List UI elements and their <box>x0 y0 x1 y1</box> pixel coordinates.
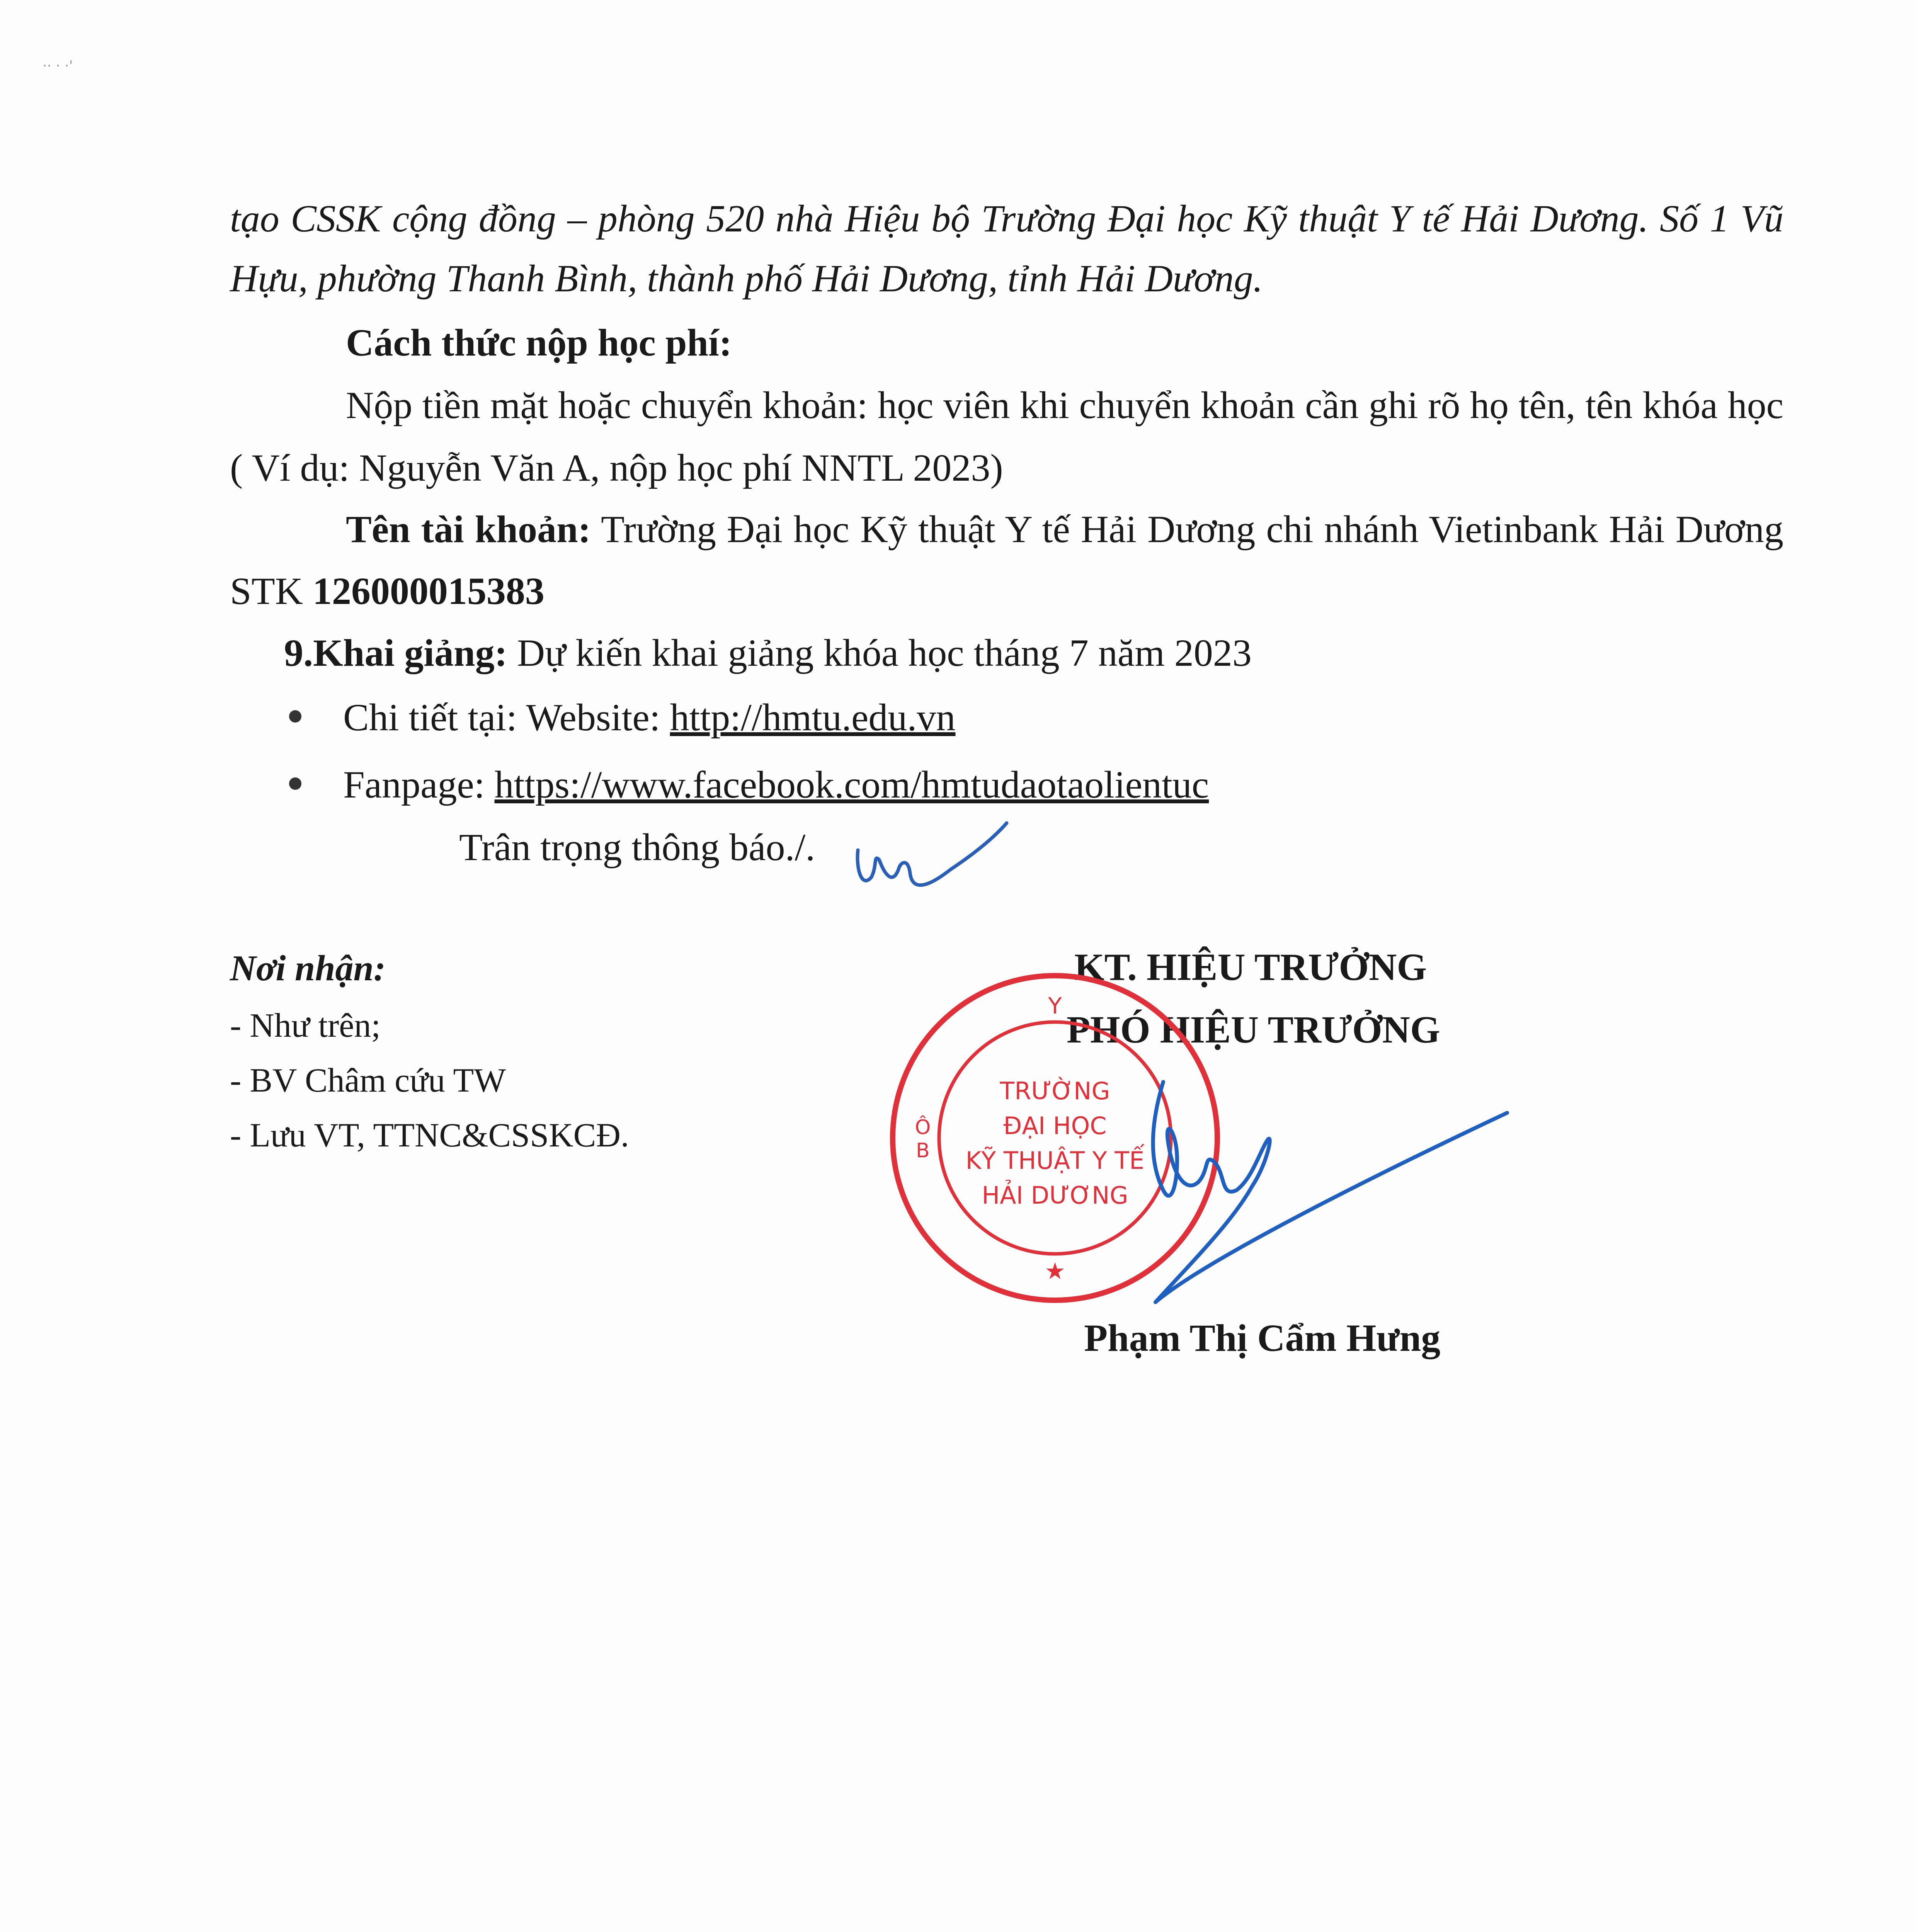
stamp-text: ĐẠI HỌC <box>1003 1112 1107 1140</box>
fanpage-prefix: Fanpage: <box>343 763 495 806</box>
stamp-text: TRƯỜNG <box>1000 1077 1110 1105</box>
account-number: 126000015383 <box>312 570 545 612</box>
signature-title-1: KT. HIỆU TRƯỞNG <box>1074 946 1427 988</box>
scan-artifact: ·· · ·' <box>43 58 73 74</box>
svg-text:Y: Y <box>1048 993 1062 1019</box>
fee-method-body: Nộp tiền mặt hoặc chuyển khoản: học viên khi chuyển khoản cần ghi rõ họ tên, tên khóa học ( Ví dụ: Nguyễn Văn A, nộp học phí NNTL 2023) <box>230 384 1783 489</box>
svg-text:B: B <box>916 1139 930 1162</box>
website-line <box>343 692 955 743</box>
opening-label: 9.Khai giảng: <box>284 631 507 674</box>
website-prefix: Chi tiết tại: Website: <box>343 696 670 739</box>
initials-signature <box>850 808 1012 900</box>
opening-text: Dự kiến khai giảng khóa học tháng 7 năm 2023 <box>507 631 1252 674</box>
opening-paragraph <box>284 628 1252 678</box>
stamp-text: KỸ THUẬT Y TẾ <box>965 1146 1145 1175</box>
star-icon: ★ <box>1045 1258 1065 1285</box>
fanpage-link[interactable]: https://www.facebook.com/hmtudaotaolientuc <box>494 763 1209 806</box>
website-link[interactable]: http://hmtu.edu.vn <box>670 696 956 739</box>
closing-line: Trân trọng thông báo./. <box>459 826 815 869</box>
signer-name: Phạm Thị Cẩm Hưng <box>1084 1316 1441 1359</box>
bullet-icon <box>289 777 301 790</box>
account-text: Trường Đại học Kỹ thuật Y tế Hải Dương chi nhánh Vietinbank Hải Dương STK <box>230 508 1784 612</box>
account-label: Tên tài khoản: <box>346 508 591 551</box>
handwritten-signature <box>1105 1074 1515 1321</box>
location-paragraph: tạo CSSK cộng đồng – phòng 520 nhà Hiệu bộ Trường Đại học Kỹ thuật Y tế Hải Dương. Số 1 Vũ Hựu, phường Thanh Bình, thành phố Hải Dương, tỉnh Hải Dương. <box>230 197 1783 300</box>
fanpage-line <box>343 760 1209 810</box>
recipients-title: Nơi nhận: <box>230 948 386 988</box>
signature-title-2: PHÓ HIỆU TRƯỞNG <box>1067 1008 1440 1051</box>
fee-method-heading: Cách thức nộp học phí: <box>346 321 732 364</box>
recipient-item: - Lưu VT, TTNC&CSSKCĐ. <box>230 1117 629 1154</box>
account-paragraph <box>230 498 1783 622</box>
recipient-item: - Như trên; <box>230 1007 381 1044</box>
svg-text:Ô: Ô <box>915 1116 931 1139</box>
recipient-item: - BV Châm cứu TW <box>230 1062 506 1099</box>
bullet-icon <box>289 710 301 723</box>
stamp-text: HẢI DƯƠNG <box>982 1181 1128 1209</box>
